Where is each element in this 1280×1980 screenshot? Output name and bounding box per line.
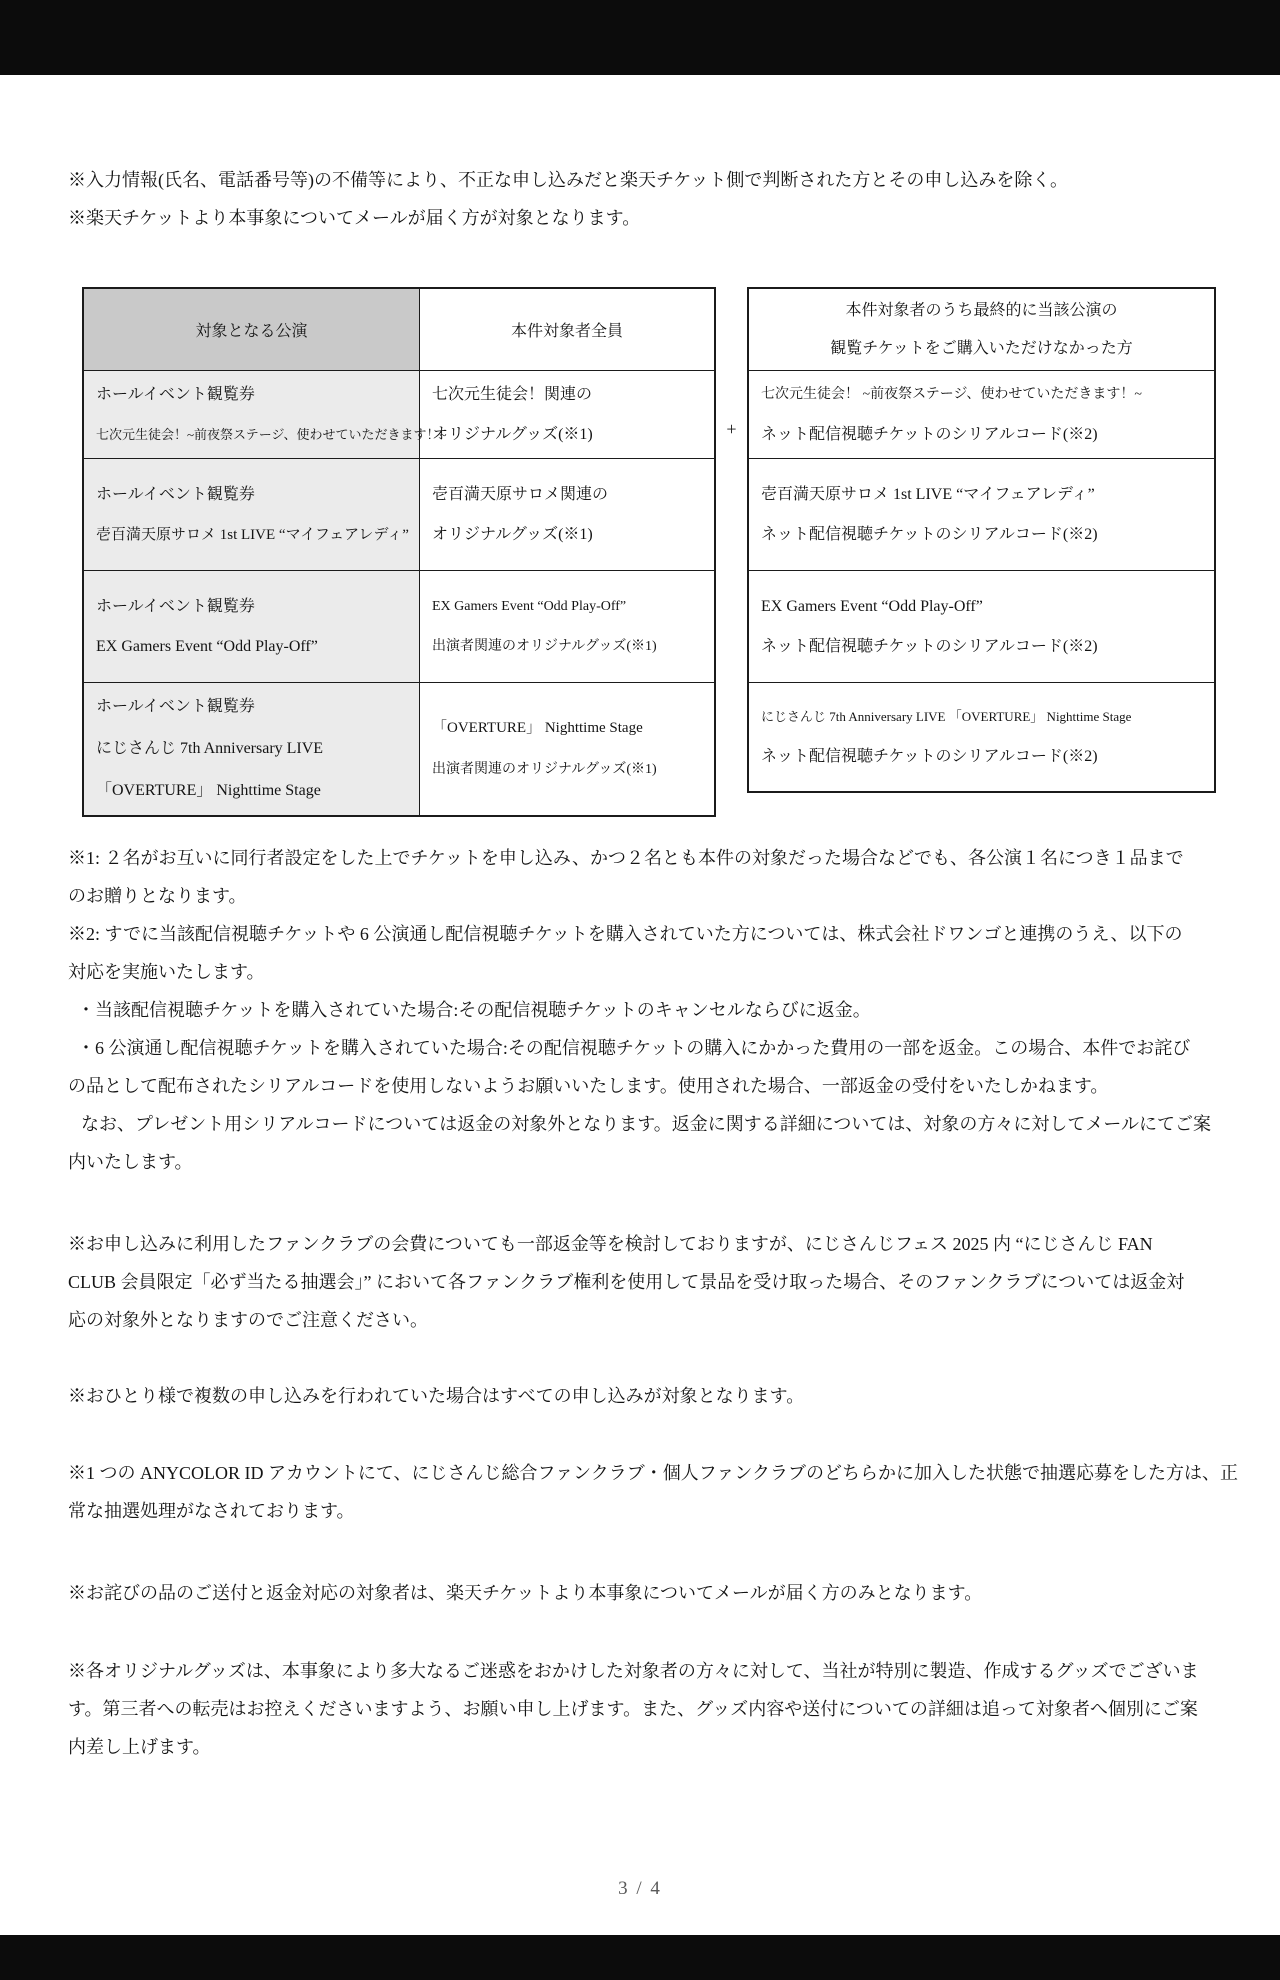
- compensation-table: [82, 287, 1220, 817]
- footnotes: [68, 839, 1220, 1181]
- cell-performance: [84, 459, 420, 570]
- cell-line: オリジナルグッズ(※1): [432, 525, 593, 543]
- cell-line: 出演者関連のオリジナルグッズ(※1): [432, 638, 657, 654]
- table-row: [749, 459, 1214, 571]
- cell-line: 「OVERTURE」 Nighttime Stage: [432, 720, 643, 736]
- cell-line: ホールイベント観覧券: [96, 597, 255, 615]
- paragraph-line: 常な抽選処理がなされております。: [68, 1501, 355, 1521]
- intro-notes: [68, 161, 1220, 237]
- paragraph-fanclub: [68, 1225, 1220, 1339]
- paragraph-line: ※おひとり様で複数の申し込みを行われていた場合はすべての申し込みが対象となります。: [68, 1386, 805, 1406]
- intro-note-line: ※入力情報(氏名、電話番号等)の不備等により、不正な申し込みだと楽天チケット側で判断された方とその申し込みを除く。: [68, 170, 1069, 190]
- cell-serial: [749, 683, 1214, 791]
- cell-performance: [84, 683, 420, 815]
- cell-line: 「OVERTURE」 Nighttime Stage: [96, 782, 321, 799]
- table-row: [749, 683, 1214, 791]
- table-row: [84, 571, 714, 683]
- note-bullet-line: ・6 公演通し配信視聴チケットを購入されていた場合:その配信視聴チケットの購入にかかった費用の一部を返金。この場合、本件でお詫び: [77, 1038, 1191, 1058]
- cell-line: ホールイベント観覧券: [96, 485, 255, 503]
- cell-line: ネット配信視聴チケットのシリアルコード(※2): [761, 525, 1098, 543]
- plus-sign: +: [726, 419, 737, 439]
- table-row: [84, 459, 714, 571]
- cell-line: にじさんじ 7th Anniversary LIVE: [96, 740, 324, 757]
- table-header-row: [84, 289, 714, 371]
- paragraph-line: ※お申し込みに利用したファンクラブの会費についても一部返金等を検討しておりますが、にじさんじフェス 2025 内 “にじさんじ FAN: [68, 1234, 1153, 1254]
- table-header-not-purchased: [749, 289, 1214, 370]
- table-row: [84, 683, 714, 815]
- cell-line: ネット配信視聴チケットのシリアルコード(※2): [761, 425, 1098, 443]
- table-header-performance: 対象となる公演: [84, 289, 420, 370]
- paragraph-line: 内差し上げます。: [68, 1737, 211, 1757]
- paragraph-apology-item: [68, 1574, 1220, 1612]
- cell-line: 観覧チケットをご購入いただけなかった方: [830, 339, 1133, 357]
- note-line: ※1: ２名がお互いに同行者設定をした上でチケットを申し込み、かつ２名とも本件の対象だった場合などでも、各公演１名につき１品まで: [68, 848, 1184, 868]
- paragraph-line: ※お詫びの品のご送付と返金対応の対象者は、楽天チケットより本事象についてメールが届く方のみとなります。: [68, 1583, 983, 1603]
- paragraph-line: 応の対象外となりますのでご注意ください。: [68, 1310, 428, 1330]
- paragraph-line: ※各オリジナルグッズは、本事象により多大なるご迷惑をおかけした対象者の方々に対して、当社が特別に製造、作成するグッズでございま: [68, 1661, 1199, 1681]
- table-left: [82, 287, 716, 817]
- cell-performance: [84, 371, 447, 458]
- cell-line: 七次元生徒会！ ~前夜祭ステージ、使わせていただきます！~: [761, 386, 1142, 402]
- cell-goods: [420, 571, 714, 682]
- page-number: 3 / 4: [618, 1878, 662, 1899]
- paragraph-original-goods: [68, 1652, 1220, 1766]
- cell-line: オリジナルグッズ(※1): [432, 425, 593, 443]
- intro-note-line: ※楽天チケットより本事象についてメールが届く方が対象となります。: [68, 208, 641, 228]
- cell-line: 壱百満天原サロメ 1st LIVE “マイフェアレディ”: [761, 485, 1095, 503]
- cell-line: EX Gamers Event “Odd Play-Off”: [96, 637, 318, 655]
- cell-serial: [749, 571, 1214, 682]
- cell-goods: [420, 371, 714, 458]
- note-line: なお、プレゼント用シリアルコードについては返金の対象外となります。返金に関する詳細については、対象の方々に対してメールにてご案: [81, 1114, 1212, 1134]
- cell-goods: [420, 683, 714, 815]
- note-bullet-line: ・当該配信視聴チケットを購入されていた場合:その配信視聴チケットのキャンセルならびに返金。: [77, 1000, 871, 1020]
- cell-line: EX Gamers Event “Odd Play-Off”: [761, 597, 983, 615]
- table-header-row: [749, 289, 1214, 371]
- cell-line: 本件対象者のうち最終的に当該公演の: [845, 301, 1118, 319]
- paragraph-multiple-applications: [68, 1377, 1220, 1415]
- table-right: [747, 287, 1216, 793]
- note-line: の品として配布されたシリアルコードを使用しないようお願いいたします。使用された場合、一部返金の受付をいたしかねます。: [68, 1076, 1109, 1096]
- table-row: [749, 371, 1214, 459]
- paragraph-anycolor-id: [68, 1454, 1239, 1530]
- cell-line: EX Gamers Event “Odd Play-Off”: [432, 598, 627, 614]
- cell-line: ホールイベント観覧券: [96, 385, 255, 403]
- plus-separator: [716, 287, 747, 817]
- paragraph-line: ※1 つの ANYCOLOR ID アカウントにて、にじさんじ総合ファンクラブ・個人ファンクラブのどちらかに加入した状態で抽選応募をした方は、正: [68, 1463, 1239, 1483]
- cell-line: ネット配信視聴チケットのシリアルコード(※2): [761, 748, 1098, 765]
- cell-line: 七次元生徒会！関連の: [432, 385, 593, 403]
- cell-line: 壱百満天原サロメ 1st LIVE “マイフェアレディ”: [96, 526, 409, 543]
- cell-serial: [749, 371, 1214, 458]
- cell-line: ネット配信視聴チケットのシリアルコード(※2): [761, 637, 1098, 655]
- note-line: ※2: すでに当該配信視聴チケットや 6 公演通し配信視聴チケットを購入されていた方については、株式会社ドワンゴと連携のうえ、以下の: [68, 924, 1183, 944]
- cell-goods: [420, 459, 714, 570]
- paragraph-line: CLUB 会員限定「必ず当たる抽選会」” において各ファンクラブ権利を使用して景品を受け取った場合、そのファンクラブについては返金対: [68, 1272, 1185, 1292]
- table-row: [749, 571, 1214, 683]
- paragraph-line: す。第三者への転売はお控えくださいますよう、お願い申し上げます。また、グッズ内容や送付についての詳細は追って対象者へ個別にご案: [68, 1699, 1198, 1719]
- document-page: [0, 75, 1280, 1935]
- cell-performance: [84, 571, 420, 682]
- note-line: 対応を実施いたします。: [68, 962, 265, 982]
- table-header-all-recipients: 本件対象者全員: [510, 323, 623, 340]
- table-row: [84, 371, 714, 459]
- cell-serial: [749, 459, 1214, 570]
- cell-line: ホールイベント観覧券: [96, 698, 255, 715]
- cell-line: にじさんじ 7th Anniversary LIVE 「OVERTURE」 Nighttime Stage: [761, 709, 1132, 724]
- cell-line: 壱百満天原サロメ関連の: [432, 485, 609, 503]
- cell-line: 出演者関連のオリジナルグッズ(※1): [432, 762, 657, 777]
- note-line: のお贈りとなります。: [68, 886, 247, 906]
- note-line: 内いたします。: [68, 1152, 193, 1172]
- cell-line: 七次元生徒会！~前夜祭ステージ、使わせていただきます！~: [96, 426, 447, 442]
